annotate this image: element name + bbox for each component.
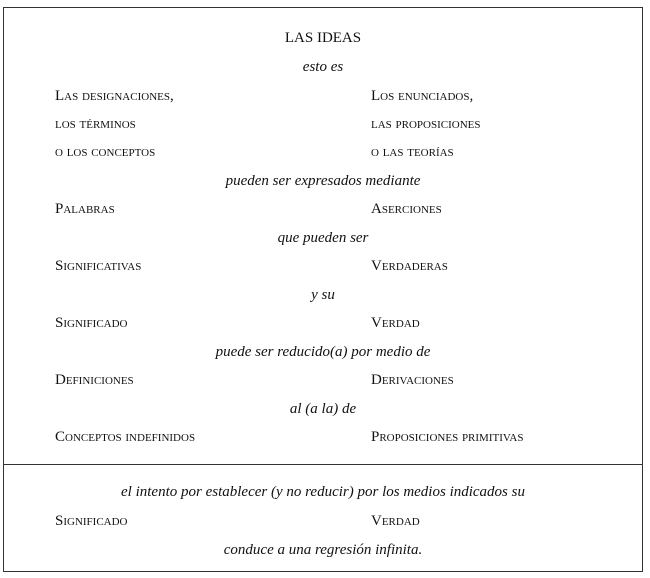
section-divider xyxy=(4,464,642,465)
connector-expresados: pueden ser expresados mediante xyxy=(225,173,421,189)
left-heading-line-2: los términos xyxy=(55,116,136,132)
row-3-left: Significado xyxy=(55,315,128,331)
left-heading-line-1: Las designaciones, xyxy=(55,88,174,104)
left-heading-line-3: o los conceptos xyxy=(55,144,156,160)
table-frame xyxy=(3,7,643,572)
connector-esto-es: esto es xyxy=(302,59,344,75)
row-1-left: Palabras xyxy=(55,201,115,217)
row-2-left: Significativas xyxy=(55,258,142,274)
connector-al-de: al (a la) de xyxy=(289,401,357,417)
footer-row-left: Significado xyxy=(55,513,128,529)
table-title: LAS IDEAS xyxy=(284,30,362,46)
right-heading-line-2: las proposiciones xyxy=(371,116,481,132)
row-5-left: Conceptos indefinidos xyxy=(55,429,196,445)
footer-connector-intento: el intento por establecer (y no reducir) por los medios indicados su xyxy=(121,484,525,500)
row-4-left: Definiciones xyxy=(55,372,134,388)
right-heading-line-1: Los enunciados, xyxy=(371,88,474,104)
footer-connector-regresion: conduce a una regresión infinita. xyxy=(223,542,423,558)
row-4-right: Derivaciones xyxy=(371,372,454,388)
connector-pueden-ser: que pueden ser xyxy=(277,230,369,246)
row-3-right: Verdad xyxy=(371,315,420,331)
footer-row-right: Verdad xyxy=(371,513,420,529)
row-5-right: Proposiciones primitivas xyxy=(371,429,524,445)
connector-reducido: puede ser reducido(a) por medio de xyxy=(215,344,431,360)
row-1-right: Aserciones xyxy=(371,201,442,217)
connector-y-su: y su xyxy=(311,287,335,303)
right-heading-line-3: o las teorías xyxy=(371,144,454,160)
row-2-right: Verdaderas xyxy=(371,258,448,274)
